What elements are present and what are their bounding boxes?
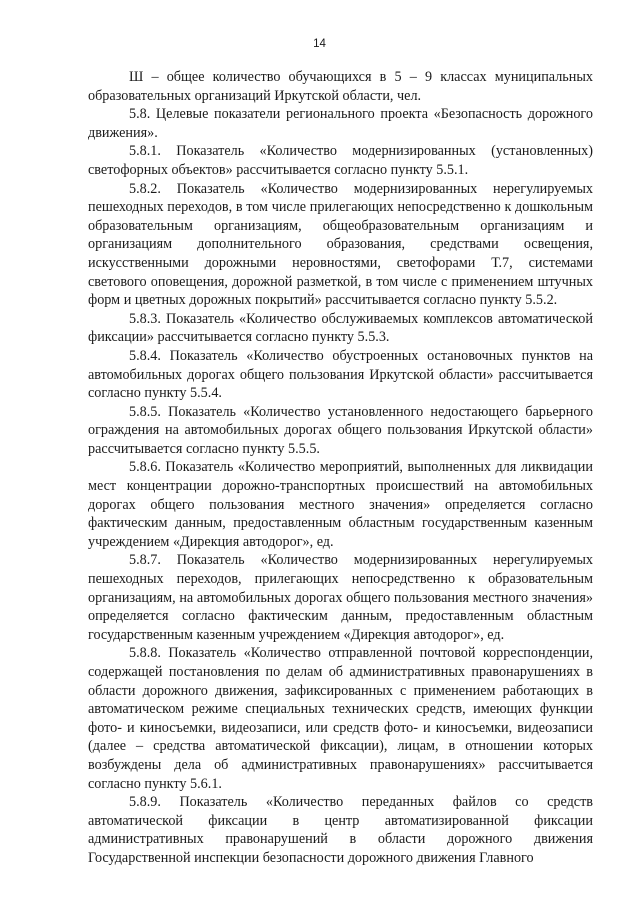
paragraph-formula-note: Ш – общее количество обучающихся в 5 – 9 классах муниципальных образовательных организаций Иркутской области, чел. — [88, 69, 593, 104]
paragraph-5-8-9: 5.8.9. Показатель «Количество переданных файлов со средств автоматической фиксации в центр автоматизированной фиксации административных правонарушений в области дорожного движения Государственной инспекции безопасности дорожного движения Главного — [88, 794, 593, 866]
paragraph-5-8-4: 5.8.4. Показатель «Количество обустроенных остановочных пунктов на автомобильных дорогах общего пользования Иркутской области» рассчитывается согласно пункту 5.5.4. — [88, 347, 593, 402]
paragraph-5-8-8: 5.8.8. Показатель «Количество отправленной почтовой корреспонденции, содержащей постановления по делам об административных правонарушениях в области дорожного движения, зафиксированных с применением работающих в автоматическом режиме специальных технических средств, имеющих функции фото- и киносъемки, видеозаписи, или средств фото- и киносъемки, видеозаписи (далее – средства автоматической фиксации), лицам, в отношении которых возбуждены дела об административных правонарушениях» рассчитывается согласно пункту 5.6.1. — [88, 645, 593, 792]
paragraph-5-8-7: 5.8.7. Показатель «Количество модернизированных нерегулируемых пешеходных переходов, прилегающих непосредственно к образовательным организациям, на автомобильных дорогах общего пользования местного значения» определяется согласно фактическим данным, предоставленным областным государственным казенным учреждением «Дирекция автодорог», ед. — [88, 552, 593, 643]
document-body — [88, 68, 593, 868]
paragraph-5-8-6: 5.8.6. Показатель «Количество мероприятий, выполненных для ликвидации мест концентрации дорожно-транспортных происшествий на автомобильных дорогах общего пользования местного значения» определяется согласно фактическим данным, предоставленным областным государственным казенным учреждением «Дирекция автодорог», ед. — [88, 459, 593, 550]
paragraph-5-8: 5.8. Целевые показатели регионального проекта «Безопасность дорожного движения». — [88, 106, 593, 141]
paragraph-5-8-5: 5.8.5. Показатель «Количество установленного недостающего барьерного ограждения на автомобильных дорогах общего пользования Иркутской области» рассчитывается согласно пункту 5.5.5. — [88, 403, 593, 457]
paragraph-5-8-3: 5.8.3. Показатель «Количество обслуживаемых комплексов автоматической фиксации» рассчитывается согласно пункту 5.5.3. — [88, 310, 593, 346]
page-number: 14 — [313, 38, 326, 50]
paragraph-5-8-1: 5.8.1. Показатель «Количество модернизированных (установленных) светофорных объектов» рассчитывается согласно пункту 5.5.1. — [88, 143, 593, 178]
paragraph-5-8-2: 5.8.2. Показатель «Количество модернизированных нерегулируемых пешеходных переходов, в том числе прилегающих непосредственно к дошкольным образовательным организациям, общеобразовательным организациям и организациям дополнительного образования, средствами освещения, искусственными дорожными неровностями, светофорами Т.7, системами светового оповещения, дорожной разметкой, в том числе с применением штучных форм и цветных дорожных покрытий» рассчитывается согласно пункту 5.5.2. — [88, 180, 593, 309]
